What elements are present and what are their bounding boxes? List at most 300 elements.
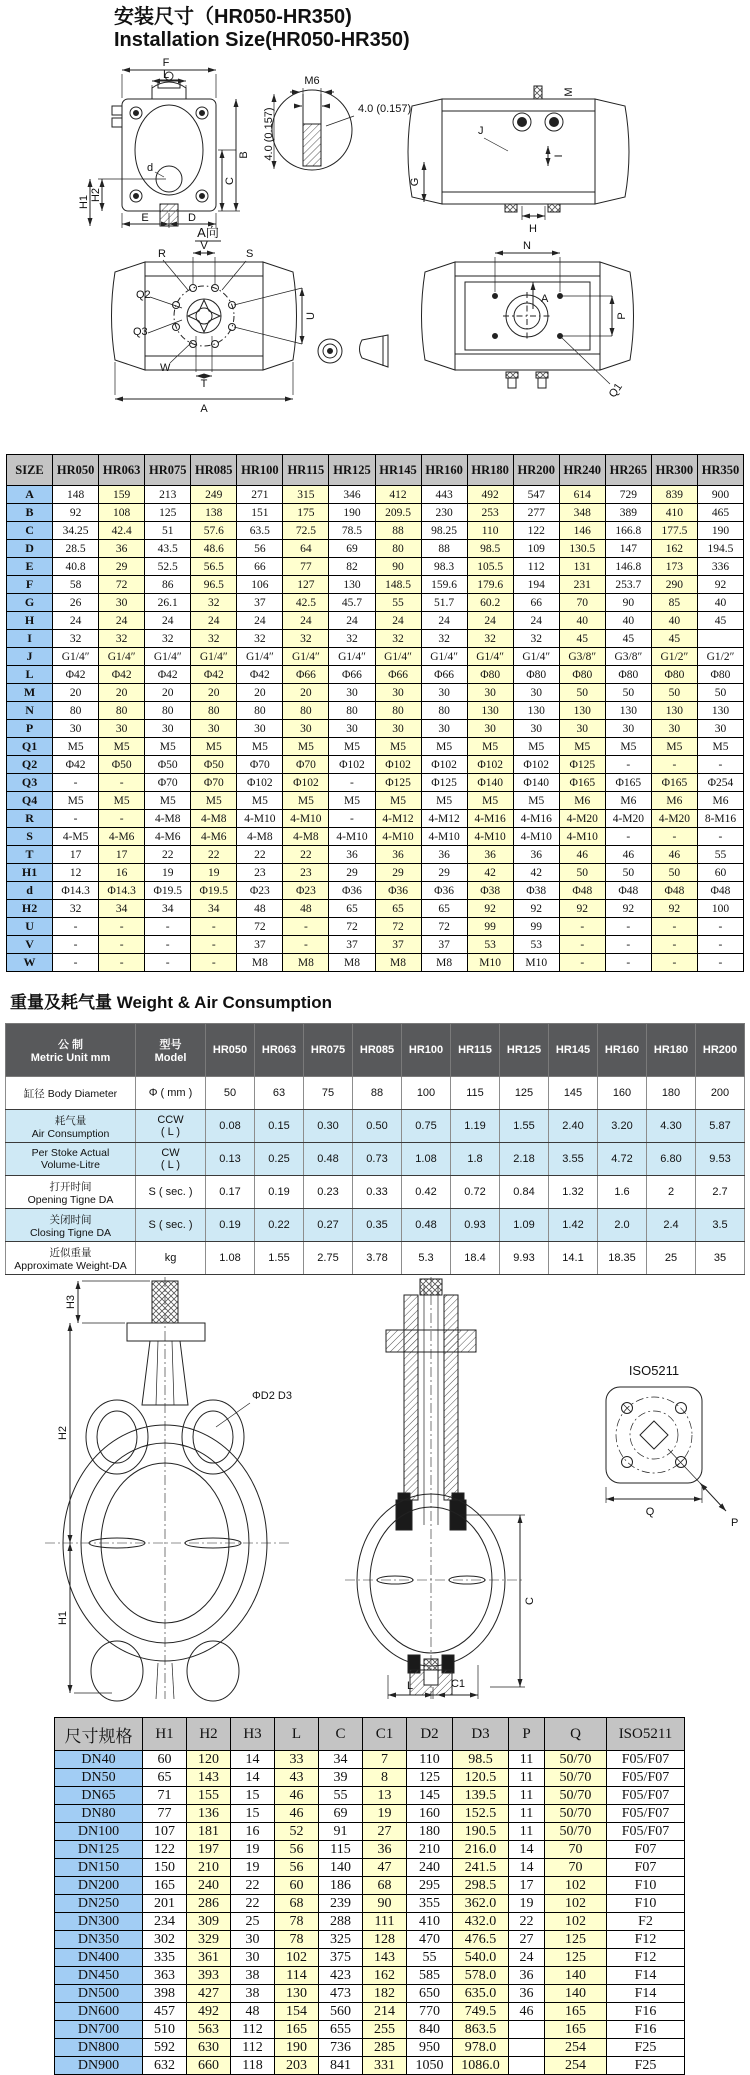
weight-cell: 3.78 <box>353 1242 402 1275</box>
size-cell: M5 <box>191 738 237 756</box>
valve-cell: 254 <box>545 2039 607 2057</box>
size-cell: Φ80 <box>605 666 651 684</box>
valve-column-header: D3 <box>453 1718 509 1751</box>
valve-column-header: C <box>319 1718 363 1751</box>
valve-cell: 492 <box>187 2003 231 2021</box>
size-cell: G1/4″ <box>237 648 283 666</box>
size-cell: 70 <box>559 594 605 612</box>
size-row <box>7 900 744 918</box>
weight-row-name: 打开时间 Opening Tigne DA <box>6 1176 136 1209</box>
size-cell: 177.5 <box>651 522 697 540</box>
size-cell: 138 <box>191 504 237 522</box>
size-cell: 4-M6 <box>145 828 191 846</box>
dim-label-E: E <box>141 212 149 224</box>
valve-cell: 19 <box>509 1895 545 1913</box>
size-cell: G3/8″ <box>559 648 605 666</box>
size-cell: M5 <box>237 738 283 756</box>
size-column-header: HR145 <box>375 455 421 486</box>
weight-cell: 0.22 <box>255 1209 304 1242</box>
size-row-label: H1 <box>7 864 53 882</box>
cone-symbol-icon <box>360 335 389 367</box>
size-cell: 99 <box>513 918 559 936</box>
weight-cell: 1.42 <box>549 1209 598 1242</box>
size-cell: 36 <box>467 846 513 864</box>
size-cell: 32 <box>53 630 99 648</box>
weight-row <box>6 1143 745 1176</box>
weight-cell: 100 <box>402 1077 451 1110</box>
valve-cell: 841 <box>319 2057 363 2075</box>
size-cell: 30 <box>421 720 467 738</box>
weight-cell: 3.20 <box>598 1110 647 1143</box>
size-cell: 130 <box>605 702 651 720</box>
weight-cell: 2.75 <box>304 1242 353 1275</box>
size-row <box>7 702 744 720</box>
size-cell: 130 <box>559 702 605 720</box>
size-cell: 50 <box>697 684 743 702</box>
size-cell: 130 <box>513 702 559 720</box>
valve-cell: 36 <box>509 1967 545 1985</box>
valve-dim-phiD2-D3: ΦD2 D3 <box>252 1390 292 1402</box>
valve-cell: 560 <box>319 2003 363 2021</box>
size-cell: M10 <box>467 954 513 972</box>
size-cell: - <box>191 936 237 954</box>
size-cell: Φ102 <box>283 774 329 792</box>
size-cell: 92 <box>53 504 99 522</box>
valve-cell: 19 <box>231 1841 275 1859</box>
valve-cell: 46 <box>275 1805 319 1823</box>
size-cell: 55 <box>697 846 743 864</box>
weight-cell: 0.19 <box>255 1176 304 1209</box>
size-cell: M5 <box>237 792 283 810</box>
valve-cell: 7 <box>363 1751 407 1769</box>
size-row <box>7 828 744 846</box>
dim-label-U: U <box>305 312 317 320</box>
dim-label-T: T <box>200 378 208 390</box>
size-cell: Φ140 <box>513 774 559 792</box>
size-cell: 57.6 <box>191 522 237 540</box>
weight-cell: 1.19 <box>451 1110 500 1143</box>
size-cell: - <box>651 828 697 846</box>
size-cell: 22 <box>237 846 283 864</box>
valve-cell: 60 <box>143 1751 187 1769</box>
size-cell: 175 <box>283 504 329 522</box>
size-cell: Φ14.3 <box>53 882 99 900</box>
size-cell: 36 <box>513 846 559 864</box>
size-cell: 48 <box>237 900 283 918</box>
valve-front-view <box>45 1277 290 1701</box>
valve-cell: 655 <box>319 2021 363 2039</box>
size-row-label: Q2 <box>7 756 53 774</box>
weight-row-name: 近似重量 Approximate Weight-DA <box>6 1242 136 1275</box>
size-cell: 4-M10 <box>559 828 605 846</box>
size-row <box>7 936 744 954</box>
size-cell: 40 <box>605 612 651 630</box>
valve-cell: 210 <box>407 1841 453 1859</box>
valve-cell: 38 <box>231 1967 275 1985</box>
weight-table-head <box>6 1024 745 1077</box>
valve-row <box>55 1751 685 1769</box>
weight-model-column-header: HR180 <box>647 1024 696 1077</box>
size-cell: 56 <box>237 540 283 558</box>
size-cell: Φ19.5 <box>145 882 191 900</box>
valve-cell: 255 <box>363 2021 407 2039</box>
size-cell: 72 <box>375 918 421 936</box>
dim-label-H2: H2 <box>90 187 102 203</box>
valve-cell: 234 <box>143 1913 187 1931</box>
size-cell: - <box>697 918 743 936</box>
size-cell: 37 <box>421 936 467 954</box>
size-column-header: HR100 <box>237 455 283 486</box>
valve-cell: 98.5 <box>453 1751 509 1769</box>
size-cell: 32 <box>513 630 559 648</box>
weight-row-name: 耗气量 Air Consumption <box>6 1110 136 1143</box>
valve-cell: 50/70 <box>545 1751 607 1769</box>
size-cell: M8 <box>329 954 375 972</box>
size-cell: 277 <box>513 504 559 522</box>
installation-size-table <box>6 454 744 972</box>
weight-model-column-header: HR085 <box>353 1024 402 1077</box>
weight-cell: 0.13 <box>206 1143 255 1176</box>
valve-row <box>55 2039 685 2057</box>
valve-cell: 650 <box>407 1985 453 2003</box>
size-cell: 56.5 <box>191 558 237 576</box>
valve-cell: 43 <box>275 1769 319 1787</box>
valve-row-label: DN900 <box>55 2057 143 2075</box>
size-cell: 127 <box>283 576 329 594</box>
size-cell: G1/2″ <box>651 648 697 666</box>
size-cell: 34 <box>99 900 145 918</box>
weight-cell: 145 <box>549 1077 598 1110</box>
size-cell: G1/4″ <box>375 648 421 666</box>
valve-cell: 19 <box>231 1859 275 1877</box>
valve-row <box>55 1841 685 1859</box>
size-cell: G3/8″ <box>605 648 651 666</box>
size-cell: M5 <box>283 738 329 756</box>
valve-cell: 203 <box>275 2057 319 2075</box>
size-cell: Φ50 <box>145 756 191 774</box>
size-cell: 88 <box>375 522 421 540</box>
valve-cell: 155 <box>187 1787 231 1805</box>
size-cell: 24 <box>283 612 329 630</box>
weight-cell: 200 <box>696 1077 745 1110</box>
valve-section-view <box>345 1277 525 1699</box>
valve-row-label: DN400 <box>55 1949 143 1967</box>
valve-cell: 165 <box>545 2003 607 2021</box>
size-cell: 45 <box>605 630 651 648</box>
dim-label-Q1: Q1 <box>606 381 625 401</box>
size-cell: - <box>559 918 605 936</box>
size-cell: 50 <box>651 864 697 882</box>
dim-label-d: d <box>146 162 154 174</box>
size-cell: M5 <box>559 738 605 756</box>
size-cell: 4-M6 <box>99 828 145 846</box>
weight-cell: 1.55 <box>500 1110 549 1143</box>
size-cell: 30 <box>329 684 375 702</box>
size-column-header: HR075 <box>145 455 191 486</box>
size-cell: - <box>145 954 191 972</box>
size-row <box>7 918 744 936</box>
size-row <box>7 882 744 900</box>
size-cell: 32 <box>191 594 237 612</box>
size-cell: 729 <box>605 486 651 504</box>
size-row <box>7 630 744 648</box>
valve-row <box>55 1859 685 1877</box>
weight-cell: 0.72 <box>451 1176 500 1209</box>
valve-cell: F05/F07 <box>607 1769 685 1787</box>
size-cell: 16 <box>99 864 145 882</box>
size-cell: 4-M8 <box>283 828 329 846</box>
valve-cell: 122 <box>143 1841 187 1859</box>
valve-cell: 102 <box>545 1877 607 1895</box>
size-cell: 4-M10 <box>329 828 375 846</box>
valve-cell: 11 <box>509 1787 545 1805</box>
size-cell: M5 <box>375 738 421 756</box>
size-cell: - <box>53 954 99 972</box>
dim-label-F: F <box>162 57 170 69</box>
size-cell: 98.5 <box>467 540 513 558</box>
size-cell: 209.5 <box>375 504 421 522</box>
valve-cell: F12 <box>607 1931 685 1949</box>
dim-label-P: P <box>616 312 628 320</box>
size-cell: 77 <box>283 558 329 576</box>
page-title-en: Installation Size(HR050-HR350) <box>114 29 410 51</box>
size-cell: G1/4″ <box>513 648 559 666</box>
size-cell: 23 <box>237 864 283 882</box>
size-cell: 194.5 <box>697 540 743 558</box>
valve-cell: 52 <box>275 1823 319 1841</box>
size-cell: 24 <box>99 612 145 630</box>
size-cell: - <box>53 810 99 828</box>
valve-dim-L: L <box>406 1680 414 1692</box>
size-cell: 4-M16 <box>467 810 513 828</box>
dim-label-J: J <box>478 125 484 137</box>
size-cell: 30 <box>605 720 651 738</box>
size-cell: 65 <box>421 900 467 918</box>
weight-cell: 5.3 <box>402 1242 451 1275</box>
size-cell: Φ66 <box>375 666 421 684</box>
valve-cell: 130 <box>275 1985 319 2003</box>
valve-cell: 143 <box>187 1769 231 1787</box>
size-cell: G1/4″ <box>283 648 329 666</box>
a-view-label: A向 <box>197 225 219 240</box>
size-cell: 45 <box>559 630 605 648</box>
weight-row-unit: CCW ( L ) <box>136 1110 206 1143</box>
size-cell: 20 <box>99 684 145 702</box>
size-cell: Φ125 <box>421 774 467 792</box>
valve-cell: 17 <box>509 1877 545 1895</box>
size-cell: 45.7 <box>329 594 375 612</box>
weight-model-column-header: HR160 <box>598 1024 647 1077</box>
valve-cell: 91 <box>319 1823 363 1841</box>
size-cell: - <box>283 936 329 954</box>
valve-cell: 36 <box>363 1841 407 1859</box>
weight-cell: 18.4 <box>451 1242 500 1275</box>
dim-label-4-0-157-vertical: 4.0 (0.157) <box>263 107 275 161</box>
size-cell: 130 <box>329 576 375 594</box>
dim-label-M6: M6 <box>304 75 320 87</box>
valve-cell: 432.0 <box>453 1913 509 1931</box>
valve-cell: 393 <box>187 1967 231 1985</box>
size-cell: 80 <box>191 702 237 720</box>
size-cell: 22 <box>283 846 329 864</box>
valve-cell: 107 <box>143 1823 187 1841</box>
size-cell: 105.5 <box>467 558 513 576</box>
valve-row-label: DN300 <box>55 1913 143 1931</box>
size-row-label: E <box>7 558 53 576</box>
size-cell: 82 <box>329 558 375 576</box>
size-cell: 147 <box>605 540 651 558</box>
size-cell: Φ70 <box>145 774 191 792</box>
size-cell: M5 <box>329 738 375 756</box>
size-cell: 45 <box>651 630 697 648</box>
valve-cell: 125 <box>545 1949 607 1967</box>
size-cell: 72 <box>237 918 283 936</box>
iso5211-flange-view <box>606 1387 726 1511</box>
size-cell: Φ19.5 <box>191 882 237 900</box>
size-row-label: B <box>7 504 53 522</box>
size-cell: 131 <box>559 558 605 576</box>
size-cell: 63.5 <box>237 522 283 540</box>
size-cell: 58 <box>53 576 99 594</box>
valve-cell: F16 <box>607 2021 685 2039</box>
size-cell: 51 <box>145 522 191 540</box>
size-cell: M5 <box>421 792 467 810</box>
size-cell: Φ36 <box>375 882 421 900</box>
size-cell: 30 <box>467 684 513 702</box>
size-cell: 30 <box>99 720 145 738</box>
size-row-label: P <box>7 720 53 738</box>
size-cell: M5 <box>421 738 467 756</box>
size-cell: 12 <box>53 864 99 882</box>
butterfly-valve-drawing <box>0 1275 750 1703</box>
size-cell: 66 <box>513 594 559 612</box>
size-row <box>7 756 744 774</box>
size-cell: Φ102 <box>329 756 375 774</box>
weight-cell: 2.40 <box>549 1110 598 1143</box>
size-cell: 80 <box>375 702 421 720</box>
weight-row-unit: kg <box>136 1242 206 1275</box>
size-cell: 20 <box>283 684 329 702</box>
size-cell: 80 <box>145 702 191 720</box>
size-cell: Φ36 <box>329 882 375 900</box>
size-cell: 8-M16 <box>697 810 743 828</box>
valve-row <box>55 1787 685 1805</box>
size-cell: M8 <box>421 954 467 972</box>
valve-cell: 11 <box>509 1769 545 1787</box>
size-cell: 86 <box>145 576 191 594</box>
valve-cell: 190 <box>275 2039 319 2057</box>
valve-column-header: 尺寸规格 <box>55 1718 143 1751</box>
size-row-label: F <box>7 576 53 594</box>
size-cell: Φ66 <box>283 666 329 684</box>
valve-cell <box>509 2021 545 2039</box>
valve-dim-P: P <box>731 1517 739 1529</box>
valve-cell: 46 <box>275 1787 319 1805</box>
weight-row-name: 关闭时间 Closing Tigne DA <box>6 1209 136 1242</box>
size-cell: 492 <box>467 486 513 504</box>
valve-cell: 288 <box>319 1913 363 1931</box>
size-cell: 24 <box>467 612 513 630</box>
size-cell: Φ102 <box>513 756 559 774</box>
size-cell: 4-M10 <box>421 828 467 846</box>
size-row <box>7 486 744 504</box>
size-cell: 148.5 <box>375 576 421 594</box>
size-cell: M5 <box>53 792 99 810</box>
size-cell: 315 <box>283 486 329 504</box>
weight-cell: 4.30 <box>647 1110 696 1143</box>
weight-header-row <box>6 1024 745 1077</box>
size-cell: Φ80 <box>467 666 513 684</box>
size-cell: Φ50 <box>191 756 237 774</box>
valve-cell: 181 <box>187 1823 231 1841</box>
valve-dimension-table <box>54 1717 685 2075</box>
valve-cell: 55 <box>319 1787 363 1805</box>
weight-cell: 3.5 <box>696 1209 745 1242</box>
valve-cell: F25 <box>607 2039 685 2057</box>
valve-cell: 182 <box>363 1985 407 2003</box>
valve-cell: 15 <box>231 1787 275 1805</box>
weight-cell: 75 <box>304 1077 353 1110</box>
size-cell: - <box>605 756 651 774</box>
size-cell: 24 <box>237 612 283 630</box>
weight-row <box>6 1077 745 1110</box>
valve-cell: 69 <box>319 1805 363 1823</box>
size-cell: 30 <box>53 720 99 738</box>
size-cell: 48 <box>283 900 329 918</box>
size-cell: Φ48 <box>605 882 651 900</box>
valve-cell: 145 <box>407 1787 453 1805</box>
size-row-label: T <box>7 846 53 864</box>
size-cell: - <box>145 936 191 954</box>
size-cell: - <box>329 810 375 828</box>
size-cell: 146.8 <box>605 558 651 576</box>
size-cell: 50 <box>651 684 697 702</box>
dim-label-W: W <box>160 362 171 374</box>
valve-cell: 331 <box>363 2057 407 2075</box>
weight-row <box>6 1242 745 1275</box>
weight-cell: 115 <box>451 1077 500 1110</box>
valve-cell: 978.0 <box>453 2039 509 2057</box>
weight-cell: 0.73 <box>353 1143 402 1176</box>
valve-column-header: H3 <box>231 1718 275 1751</box>
size-column-header: HR180 <box>467 455 513 486</box>
size-cell: 30 <box>467 720 513 738</box>
size-cell: Φ42 <box>145 666 191 684</box>
dim-label-M: M <box>563 87 575 97</box>
size-column-header: HR200 <box>513 455 559 486</box>
size-cell: M5 <box>513 738 559 756</box>
size-cell: 4-M8 <box>237 828 283 846</box>
valve-row-label: DN450 <box>55 1967 143 1985</box>
size-column-header: HR085 <box>191 455 237 486</box>
section-symbol-icon <box>318 339 342 363</box>
size-row <box>7 576 744 594</box>
valve-dim-C: C <box>524 1597 536 1605</box>
valve-cell: F05/F07 <box>607 1787 685 1805</box>
size-cell: - <box>697 756 743 774</box>
size-column-header: HR125 <box>329 455 375 486</box>
size-cell: - <box>99 774 145 792</box>
valve-column-header: C1 <box>363 1718 407 1751</box>
valve-cell: 1050 <box>407 2057 453 2075</box>
size-cell: 190 <box>697 522 743 540</box>
weight-cell: 2 <box>647 1176 696 1209</box>
valve-row <box>55 1967 685 1985</box>
valve-cell: 136 <box>187 1805 231 1823</box>
valve-cell: 55 <box>407 1949 453 1967</box>
size-cell: 30 <box>375 720 421 738</box>
weight-model-column-header: HR200 <box>696 1024 745 1077</box>
